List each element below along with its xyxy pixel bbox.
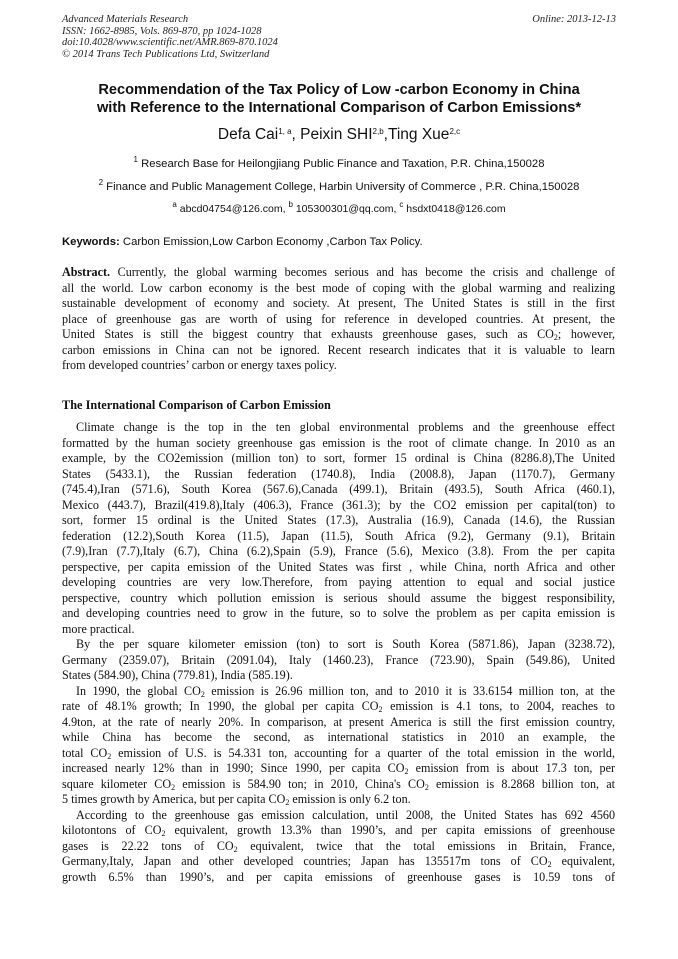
affiliation-1 — [0, 155, 678, 170]
author-list — [0, 126, 678, 144]
text-run: equivalent, — [551, 854, 615, 868]
text-run: 5 times growth by America, but per capita CO — [62, 792, 286, 806]
paragraph-line: growth 6.5% than 1990’s, and per capita emissions of greenhouse gases is 10.59 tons of — [62, 869, 615, 884]
keywords-text: Carbon Emission,Low Carbon Economy ,Carbon Tax Policy. — [119, 236, 423, 248]
author-3: ,Ting Xue — [383, 126, 450, 143]
affiliation-2-mark: 2 — [98, 178, 104, 187]
journal-header — [62, 14, 616, 60]
doi-line: doi:10.4028/www.scientific.net/AMR.869-870.1024 — [62, 37, 278, 49]
text-run: emission is 4.1 tons, to 2004, reaches to — [382, 699, 615, 713]
journal-name: Advanced Materials Research — [62, 14, 189, 25]
paragraph-line: 4.9ton, at the rate of nearly 20%. In comparison, at present America is still the first emission country, — [62, 714, 615, 729]
abstract-line: all the world. Low carbon economy is the best mode of coping with the global warming and realizing — [62, 280, 615, 295]
paragraph-line: (745.4),Iran (571.6), South Korea (567.6),Canada (499.1), Britain (493.5), South Africa (460.1), — [62, 482, 615, 496]
paragraph-line: more practical. — [62, 621, 135, 636]
abstract-line: carbon emissions in China can not be ignored. Recent research indicates that it is valuable to learn — [62, 342, 615, 357]
abstract-text: United States is still the biggest country that exhausts greenhouse gases, such as CO — [62, 327, 554, 341]
abstract-line — [62, 265, 615, 281]
paragraph-line: perspective, country which pollution emission is serious should assume the biggest responsibility, — [62, 590, 615, 605]
affiliation-2-text: Finance and Public Management College, Harbin University of Commerce , P.R. China,150028 — [103, 181, 580, 193]
subscript: 2 — [233, 844, 238, 854]
subscript: 2 — [107, 751, 112, 761]
paragraph-line — [62, 761, 615, 777]
email-c: hsdxt0418@126.com — [403, 203, 506, 215]
keywords — [62, 236, 616, 248]
keywords-label: Keywords: — [62, 236, 120, 248]
paragraph-line: sort, former 15 ordinal is the United States (17.3), Australia (16.9), Canada (14.6), the Russian — [62, 513, 615, 527]
paragraph-line: (7.9),Iran (7.7),Italy (6.7), China (6.2),Spain (5.9), France (5.6), Mexico (3.8). From the per capita — [62, 544, 615, 558]
abstract-line: place of greenhouse gas are worth of using for reference in developed countries. At present, the — [62, 311, 615, 326]
text-run: kilotontons of CO — [62, 823, 162, 837]
paragraph-line: States (584.90), China (779.81), India (585.19). — [62, 668, 293, 682]
abstract-text: ; however, — [557, 327, 615, 341]
abstract — [62, 265, 615, 374]
text-run: emission is 26.96 million ton, and to 2010 it is 33.6154 million ton, at the — [204, 683, 615, 698]
author-1-affil: 1, a — [278, 127, 292, 136]
abstract-line: from developed countries’ carbon or energy taxes policy. — [62, 358, 337, 372]
abstract-line: sustainable development of economy and society. At present, The United States is still in the first — [62, 296, 615, 310]
paper-title — [50, 81, 628, 117]
paragraph-line: perspective, per capita emission of the United States was first , while China, north Africa and other — [62, 559, 615, 574]
affiliation-1-mark: 1 — [133, 155, 138, 164]
text-run: equivalent, growth 13.3% than 1990’s, and per capita emissions of greenhouse — [165, 823, 615, 837]
title-line-2: with Reference to the International Comparison of Carbon Emissions* — [96, 100, 582, 116]
subscript: 2 — [424, 782, 429, 792]
email-b-mark: b — [288, 200, 293, 209]
email-b: 105300301@qq.com, — [292, 203, 400, 215]
paragraph-line: example, by the CO2emission (million ton) to sort, former 15 ordinal is China (8286.8),The United — [62, 451, 615, 465]
email-c-mark: c — [399, 200, 404, 209]
text-run: In 1990, the global CO — [76, 683, 201, 698]
issn-line: ISSN: 1662-8985, Vols. 869-870, pp 1024-1028 — [62, 25, 262, 37]
paragraph-line — [62, 823, 615, 839]
paragraph-line — [62, 854, 615, 870]
text-run: emission from is about 17.3 ton, per — [408, 761, 615, 775]
section-heading: The International Comparison of Carbon Emission — [62, 398, 331, 412]
paragraph-line: while China has become the second, as international statistics in 2010 an example, the — [62, 730, 615, 744]
author-2: , Peixin SHI — [291, 126, 373, 143]
subscript: 2 — [161, 829, 166, 838]
title-line-1: Recommendation of the Tax Policy of Low -carbon Economy in China — [98, 82, 580, 98]
subscript: 2 — [171, 782, 176, 792]
paragraph-line — [62, 777, 615, 793]
paragraph-3 — [62, 684, 615, 808]
paragraph-line — [62, 792, 615, 808]
affiliation-1-text: Research Base for Heilongjiang Public Finance and Taxation, P.R. China,150028 — [137, 158, 545, 170]
affiliation-2 — [0, 178, 678, 193]
subscript: 2 — [285, 798, 290, 807]
abstract-label: Abstract. — [62, 265, 111, 279]
paragraph-1 — [62, 420, 615, 637]
paragraph-line — [62, 746, 615, 762]
subscript: 2 — [553, 333, 558, 342]
subscript: 2 — [547, 860, 552, 869]
paragraph-line — [62, 839, 615, 855]
paragraph-line: Germany (2359.07), Britain (2091.04), Italy (1460.23), France (723.90), Spain (549.86), United — [62, 652, 615, 667]
paragraph-line — [62, 684, 615, 700]
text-run: rate of 48.1% growth; In 1990, the global per capita CO — [62, 699, 379, 713]
text-run: emission is 584.90 ton; in 2010, China's CO — [175, 776, 425, 791]
abstract-text: Currently, the global warming becomes serious and has become the crisis and challenge of — [110, 265, 615, 279]
author-3-affil: 2,c — [449, 127, 461, 136]
paragraph-4 — [62, 808, 615, 886]
body-paragraphs — [62, 420, 615, 885]
author-1: Defa Cai — [217, 126, 279, 143]
text-run: square kilometer CO — [62, 776, 172, 791]
subscript: 2 — [404, 767, 409, 776]
subscript: 2 — [200, 689, 205, 699]
paragraph-line: Climate change is the top in the ten global environmental problems and the greenhouse effect — [76, 420, 615, 434]
copyright-line: © 2014 Trans Tech Publications Ltd, Switzerland — [62, 48, 270, 60]
paragraph-line: developing countries are very low.Therefore, from paying attention to equal and social justice — [62, 575, 615, 589]
paragraph-line — [62, 699, 615, 715]
email-a-mark: a — [172, 200, 177, 209]
text-run: total CO — [62, 745, 108, 760]
paragraph-2 — [62, 637, 615, 684]
text-run: equivalent, twice that the total emissions in Britain, France, — [237, 838, 615, 853]
email-a: abcd04754@126.com, — [176, 203, 289, 215]
text-run: increased nearly 12% than in 1990; Since 1990, per capita CO — [62, 761, 405, 775]
paragraph-line: formatted by the human society greenhouse gas emission is the root of climate change. In 2010 as an — [62, 435, 615, 450]
paragraph-line: and developing countries need to grow in the future, so to solve the problem as per capita emission is — [62, 606, 615, 620]
paragraph-line: By the per square kilometer emission (ton) to sort is South Korea (5871.86), Japan (3238.72), — [76, 637, 615, 651]
abstract-line — [62, 327, 615, 343]
text-run: emission of U.S. is 54.331 ton, accounting for a quarter of the total emission in the world, — [111, 745, 615, 760]
paragraph-line: federation (12.2),South Korea (11.5), Japan (11.5), South Africa (9.2), Germany (9.1), Britain — [62, 528, 615, 543]
paragraph-line: States (5433.1), the Russian federation (1740.8), India (2008.8), Japan (1170.7), Germany — [62, 466, 615, 481]
text-run: emission is 8.2868 billion ton, at — [428, 776, 615, 791]
paragraph-line: According to the greenhouse gas emission calculation, until 2008, the United States has 692 4560 — [76, 807, 615, 822]
text-run: gases is 22.22 tons of CO — [62, 838, 234, 853]
author-2-affil: 2,b — [372, 127, 384, 136]
author-emails — [0, 200, 678, 215]
subscript: 2 — [378, 705, 383, 714]
paragraph-line: Mexico (443.7), Brazil(419.8),Italy (406.3), France (361.3); by the CO2 emission per capital(ton) to — [62, 497, 615, 512]
text-run: Germany,Italy, Japan and other developed countries; Japan has 135517m tons of CO — [62, 854, 548, 868]
text-run: emission is only 6.2 ton. — [289, 792, 411, 806]
online-date: Online: 2013-12-13 — [532, 14, 616, 25]
